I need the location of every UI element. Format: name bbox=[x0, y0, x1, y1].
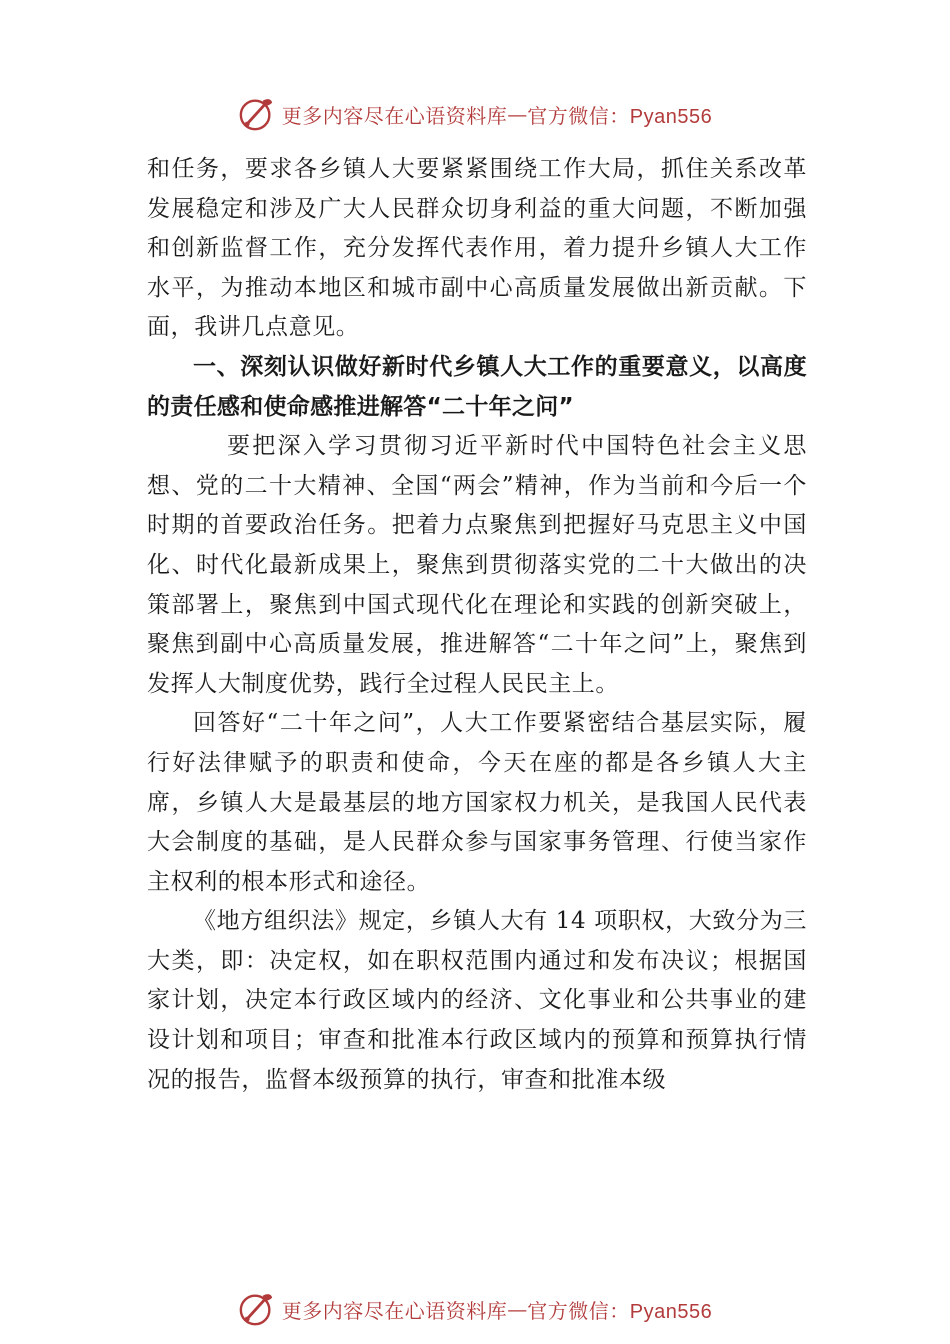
banner-wechat-text: 官方微信：Pyan556 bbox=[527, 1300, 713, 1323]
footer-banner bbox=[0, 1290, 950, 1328]
paragraph-organic-law: 《地方组织法》规定，乡镇人大有 14 项职权，大致分为三大类，即：决定权，如在职权范围内通过和发布决议；根据国家计划，决定本行政区域内的经济、文化事业和公共事业的建设计划和项目；审查和批准本行政区域内的预算和预算执行情况的报告，监督本级预算的执行，审查和批准本级 bbox=[147, 908, 807, 1093]
banner-brand-text: 更多内容尽在心语资料库 bbox=[281, 1298, 508, 1323]
brush-logo-icon bbox=[238, 95, 276, 133]
paragraph-study: 要把深入学习贯彻习近平新时代中国特色社会主义思想、党的二十大精神、全国“两会”精神，作为当前和今后一个时期的首要政治任务。把着力点聚焦到把握好马克思主义中国化、时代化最新成果上，聚焦到贯彻落实党的二十大做出的决策部署上，聚焦到中国式现代化在理论和实践的创新突破上，聚焦到副中心高质量发展，推进解答“二十年之问”上，聚焦到发挥人大制度优势，践行全过程人民民主上。 bbox=[147, 433, 807, 697]
banner-separator: — bbox=[507, 102, 528, 126]
paragraph-continuation: 和任务，要求各乡镇人大要紧紧围绕工作大局，抓住关系改革发展稳定和涉及广大人民群众切身利益的重大问题，不断加强和创新监督工作，充分发挥代表作用，着力提升乡镇人大工作水平，为推动本地区和城市副中心高质量发展做出新贡献。下面，我讲几点意见。 bbox=[147, 156, 807, 341]
document-body bbox=[147, 150, 807, 1100]
banner-brand-text: 更多内容尽在心语资料库 bbox=[281, 103, 508, 128]
header-banner bbox=[0, 95, 950, 133]
brush-logo-icon bbox=[238, 1290, 276, 1328]
banner-wechat-text: 官方微信：Pyan556 bbox=[527, 105, 713, 128]
paragraph-answer: 回答好“二十年之问”，人大工作要紧密结合基层实际，履行好法律赋予的职责和使命，今天在座的都是各乡镇人大主席，乡镇人大是最基层的地方国家权力机关，是我国人民代表大会制度的基础，是人民群众参与国家事务管理、行使当家作主权利的根本形式和途径。 bbox=[147, 710, 807, 895]
section-heading-1: 一、深刻认识做好新时代乡镇人大工作的重要意义，以高度的责任感和使命感推进解答“二十年之问” bbox=[147, 353, 807, 420]
banner-separator: — bbox=[507, 1297, 528, 1321]
